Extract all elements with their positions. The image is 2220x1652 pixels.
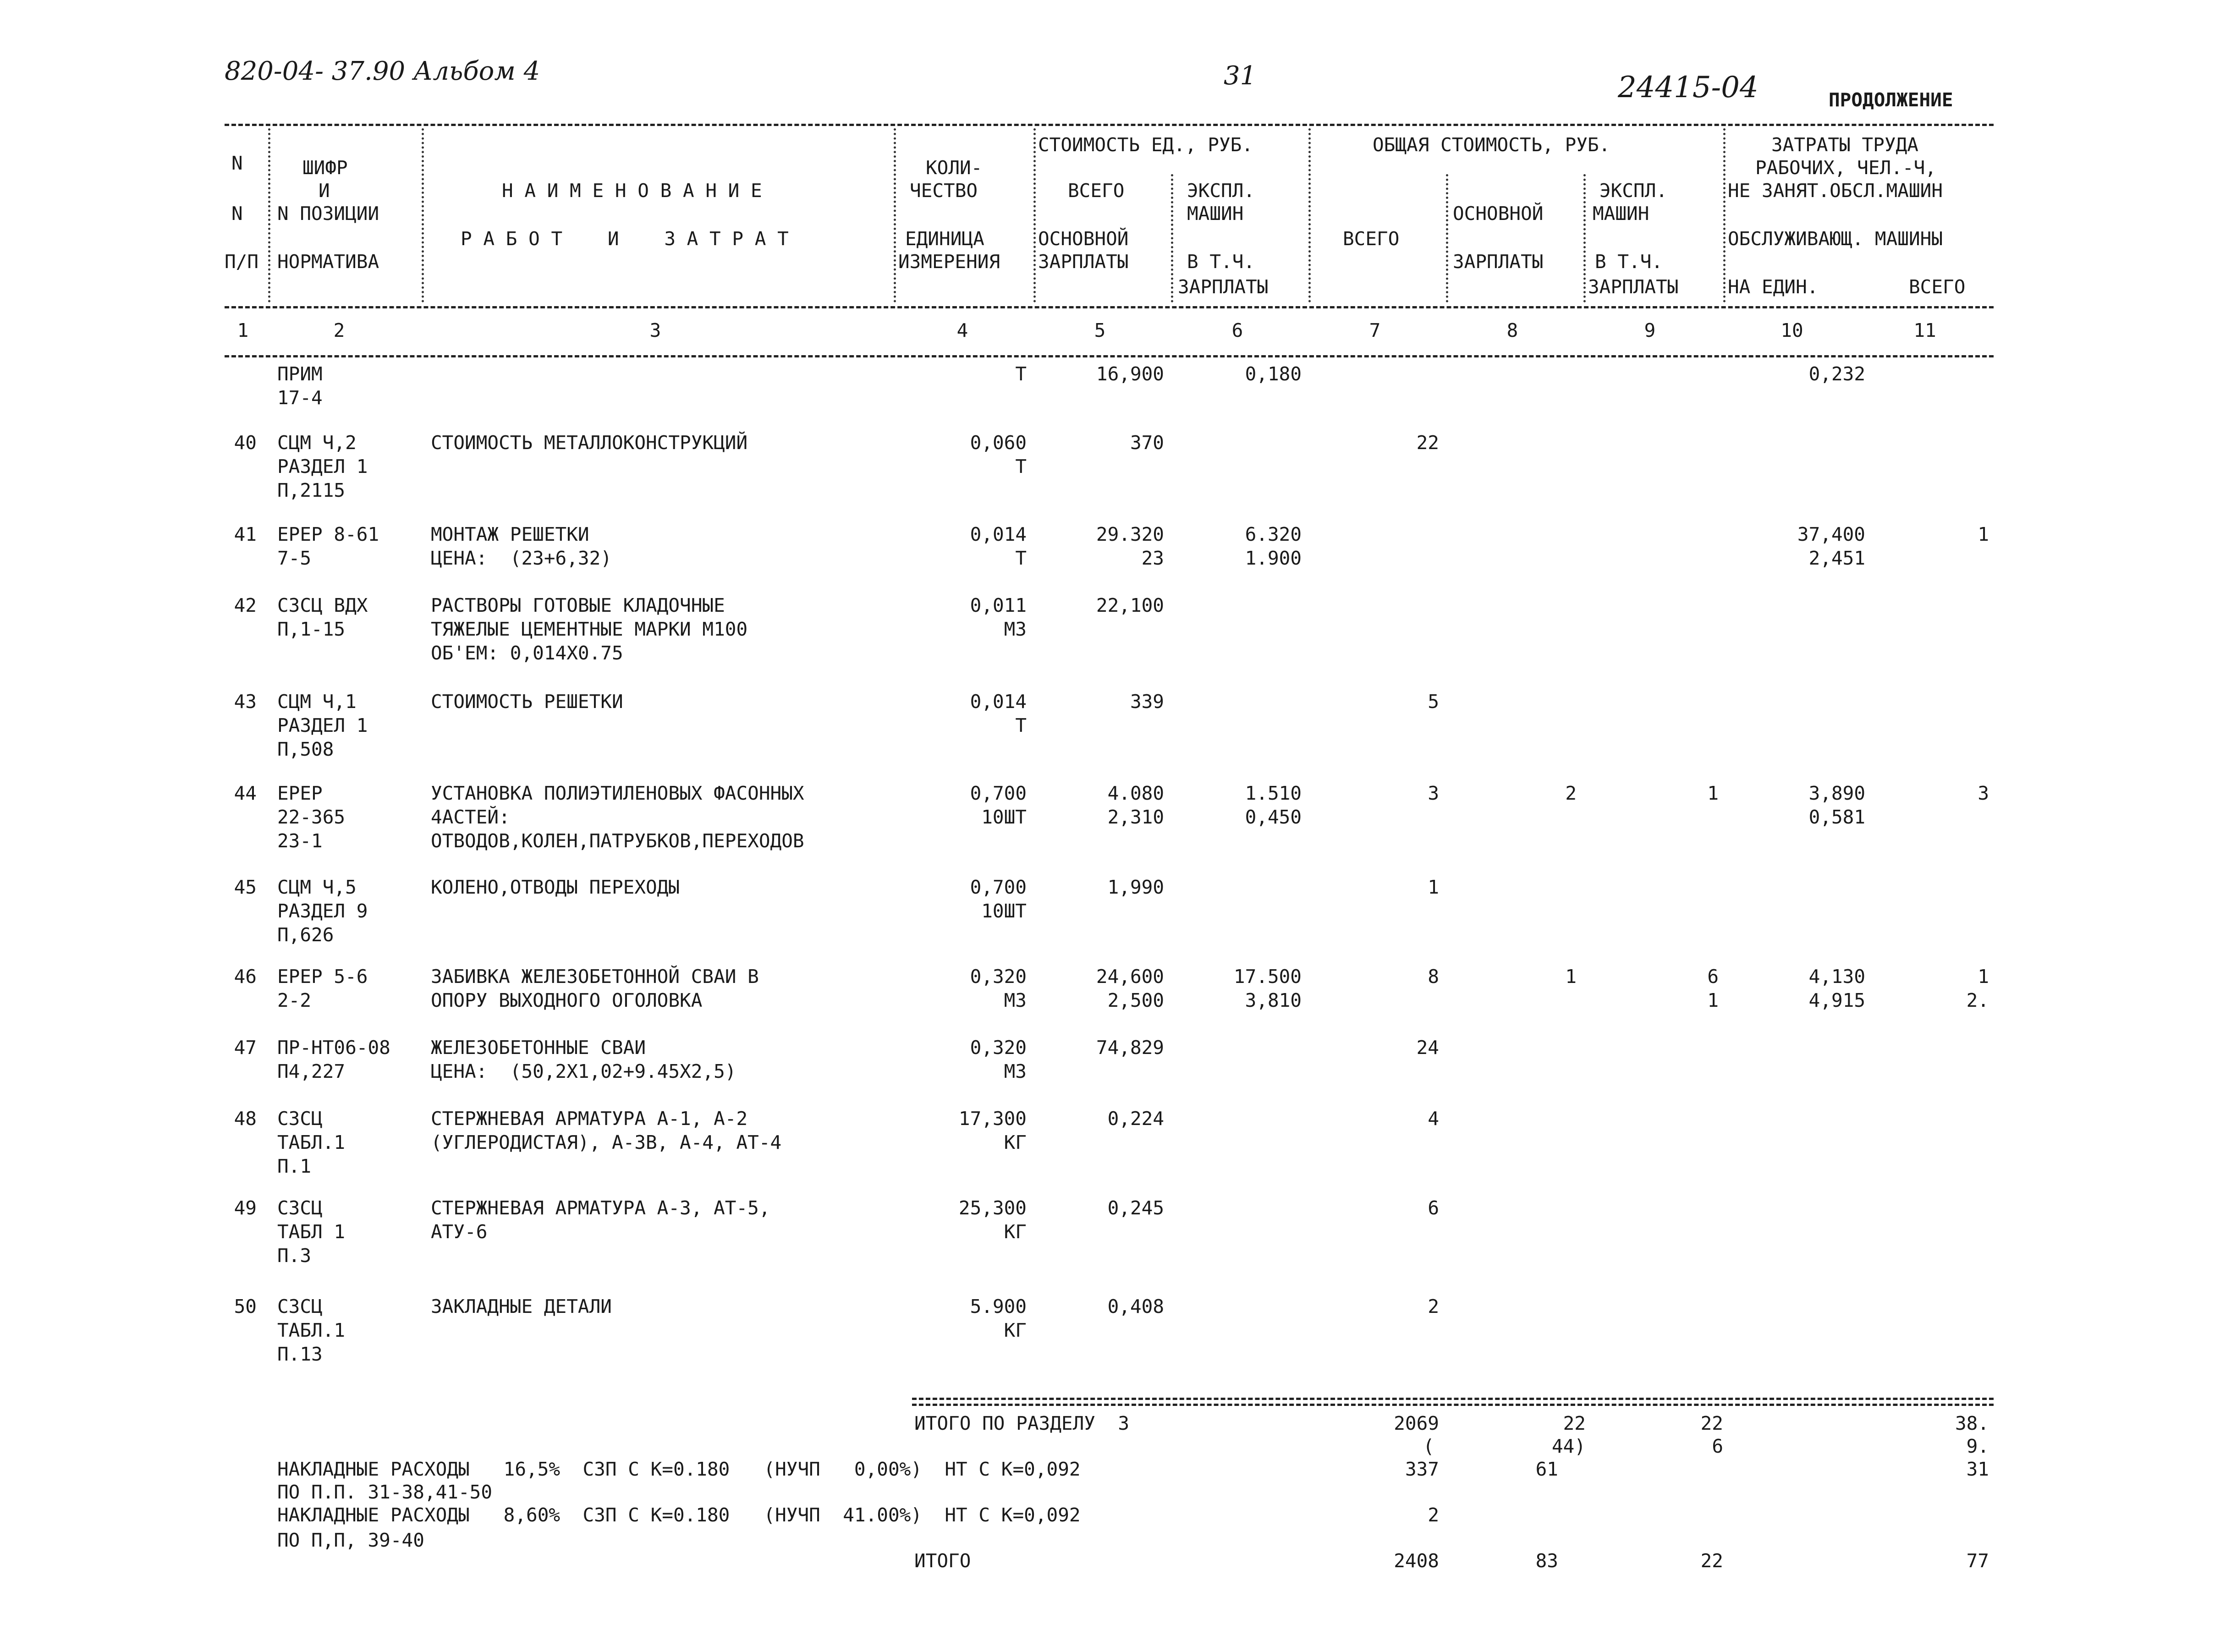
col-number: 5 <box>1094 319 1106 341</box>
norm-code: С3СЦ ВДХ <box>277 594 368 616</box>
summary-rule <box>912 1398 1994 1400</box>
continuation-label: ПРОДОЛЖЕНИЕ <box>1829 89 1953 111</box>
total-cost: 6 <box>1428 1197 1439 1219</box>
norm-code: ТАБЛ 1 <box>277 1221 346 1243</box>
work-name: ТЯЖЕЛЫЕ ЦЕМЕНТНЫЕ МАРКИ М100 <box>431 618 748 640</box>
overhead1-base: 61 <box>1535 1458 1558 1480</box>
col-separator <box>894 128 896 302</box>
work-name: РАСТВОРЫ ГОТОВЫЕ КЛАДОЧНЫЕ <box>431 594 725 616</box>
col6-header: ЭКСПЛ. <box>1187 180 1255 202</box>
header-bottom-rule <box>225 355 1994 357</box>
quantity: М3 <box>1004 989 1027 1011</box>
work-name: МОНТАЖ РЕШЕТКИ <box>431 523 589 545</box>
col8-header: ЗАРПЛАТЫ <box>1453 251 1544 273</box>
norm-code: ЕРЕР <box>277 782 323 804</box>
labor-group-header: ОБСЛУЖИВАЮЩ. МАШИНЫ <box>1728 228 1943 250</box>
col-separator <box>1446 174 1448 302</box>
work-name: КОЛЕНО,ОТВОДЫ ПЕРЕХОДЫ <box>431 876 680 898</box>
unit-cost: 1,990 <box>1107 876 1164 898</box>
quantity: 5.900 <box>970 1295 1027 1317</box>
norm-code: П.3 <box>277 1245 312 1267</box>
unit-cost: 74,829 <box>1096 1037 1164 1059</box>
grand-total-labor: 77 <box>1966 1550 1989 1572</box>
header-top-rule <box>225 124 1994 126</box>
work-name: ЦЕНА: (23+6,32) <box>431 547 612 569</box>
unit-cost: 2,500 <box>1107 989 1164 1011</box>
labor-per-unit: 0,581 <box>1808 806 1865 828</box>
quantity: М3 <box>1004 1060 1027 1082</box>
unit-cost: 29.320 <box>1096 523 1164 545</box>
norm-code: С3СЦ <box>277 1197 323 1219</box>
norm-code: 17-4 <box>277 387 323 409</box>
labor-group-header: НЕ ЗАНЯТ.ОБСЛ.МАШИН <box>1728 180 1943 202</box>
quantity: Т <box>1015 456 1027 477</box>
machine-cost: 0,180 <box>1245 363 1302 385</box>
work-name: ЗАБИВКА ЖЕЛЕЗОБЕТОННОЙ СВАИ В <box>431 966 759 988</box>
page-number: 31 <box>1224 61 1257 91</box>
norm-code: РАЗДЕЛ 1 <box>277 714 368 736</box>
col-separator <box>1033 128 1036 302</box>
norm-code: 2-2 <box>277 989 312 1011</box>
col3-header: Р А Б О Т И З А Т Р А Т <box>461 228 789 250</box>
album-code: 820-04- 37.90 Альбом 4 <box>225 56 540 86</box>
row-number: 41 <box>234 523 257 545</box>
norm-code: С3СЦ <box>277 1108 323 1130</box>
col-number: 10 <box>1780 319 1803 341</box>
norm-code: П,508 <box>277 738 334 760</box>
col6-header: В Т.Ч. <box>1187 251 1255 273</box>
summary-rule <box>912 1404 1994 1406</box>
machine-cost: 1.510 <box>1245 782 1302 804</box>
work-name: ОБ'ЕМ: 0,014Х0.75 <box>431 642 623 664</box>
work-name: ОТВОДОВ,КОЛЕН,ПАТРУБКОВ,ПЕРЕХОДОВ <box>431 830 804 852</box>
norm-code: РАЗДЕЛ 1 <box>277 456 368 477</box>
quantity: М3 <box>1004 618 1027 640</box>
quantity: 17,300 <box>958 1108 1027 1130</box>
grand-total-base: 83 <box>1535 1550 1558 1572</box>
unit-cost: 0,408 <box>1107 1295 1164 1317</box>
section-base-second: 44) <box>1551 1435 1586 1457</box>
overhead1-ref: ПО П.П. 31-38,41-50 <box>277 1481 492 1503</box>
norm-code: П.1 <box>277 1155 312 1177</box>
total-cost: 3 <box>1428 782 1439 804</box>
total-cost: 8 <box>1428 966 1439 988</box>
overhead2-ref: ПО П,П, 39-40 <box>277 1529 424 1551</box>
quantity: 10ШТ <box>981 900 1027 922</box>
col-separator <box>1723 128 1725 302</box>
total-cost-group-header: ОБЩАЯ СТОИМОСТЬ, РУБ. <box>1373 134 1610 156</box>
norm-code: П,626 <box>277 924 334 946</box>
grand-total-label: ИТОГО <box>914 1550 971 1572</box>
work-name: ЗАКЛАДНЫЕ ДЕТАЛИ <box>431 1295 612 1317</box>
col-number: 8 <box>1506 319 1518 341</box>
machine-cost: 17.500 <box>1233 966 1302 988</box>
quantity: 25,300 <box>958 1197 1027 1219</box>
row-number: 47 <box>234 1037 257 1059</box>
grand-total-value: 2408 <box>1394 1550 1439 1572</box>
work-name: 4АСТЕЙ: <box>431 806 510 828</box>
unit-cost: 22,100 <box>1096 594 1164 616</box>
norm-code: РАЗДЕЛ 9 <box>277 900 368 922</box>
unit-cost: 0,245 <box>1107 1197 1164 1219</box>
base-wage: 2 <box>1565 782 1577 804</box>
work-name: УСТАНОВКА ПОЛИЭТИЛЕНОВЫХ ФАСОННЫХ <box>431 782 804 804</box>
col6-header: ЗАРПЛАТЫ <box>1178 276 1269 298</box>
col9-header: МАШИН <box>1593 203 1649 225</box>
grand-total-machine: 22 <box>1700 1550 1723 1572</box>
col-separator <box>422 128 424 302</box>
section-total-value: 2069 <box>1394 1412 1439 1434</box>
work-name: (УГЛЕРОДИСТАЯ), А-3В, А-4, АТ-4 <box>431 1131 782 1153</box>
norm-code: СЦМ Ч,2 <box>277 432 357 454</box>
quantity: КГ <box>1004 1131 1027 1153</box>
col3-header: Н А И М Е Н О В А Н И Е <box>502 180 762 202</box>
quantity: КГ <box>1004 1221 1027 1243</box>
col2-header: ШИФР <box>302 157 348 179</box>
work-name: СТЕРЖНЕВАЯ АРМАТУРА А-1, А-2 <box>431 1108 748 1130</box>
col-number: 2 <box>333 319 345 341</box>
work-name: АТУ-6 <box>431 1221 488 1243</box>
col-number: 7 <box>1369 319 1381 341</box>
labor-total: 3 <box>1978 782 1989 804</box>
norm-code: П4,227 <box>277 1060 346 1082</box>
col5-header: ОСНОВНОЙ <box>1038 228 1129 250</box>
labor-per-unit: 3,890 <box>1808 782 1865 804</box>
norm-code: 22-365 <box>277 806 346 828</box>
col8-header: ОСНОВНОЙ <box>1453 203 1544 225</box>
labor-per-unit: 2,451 <box>1808 547 1865 569</box>
col-number: 9 <box>1644 319 1656 341</box>
col-number: 1 <box>237 319 249 341</box>
norm-code: П,1-15 <box>277 618 346 640</box>
norm-code: ЕРЕР 8-61 <box>277 523 379 545</box>
row-number: 44 <box>234 782 257 804</box>
total-cost: 24 <box>1416 1037 1439 1059</box>
quantity: Т <box>1015 363 1027 385</box>
norm-code: П,2115 <box>277 479 346 501</box>
unit-cost: 2,310 <box>1107 806 1164 828</box>
quantity: Т <box>1015 714 1027 736</box>
work-name: СТЕРЖНЕВАЯ АРМАТУРА А-3, АТ-5, <box>431 1197 770 1219</box>
work-name: ОПОРУ ВЫХОДНОГО ОГОЛОВКА <box>431 989 703 1011</box>
quantity: 10ШТ <box>981 806 1027 828</box>
machine-cost: 3,810 <box>1245 989 1302 1011</box>
machine-cost: 0,450 <box>1245 806 1302 828</box>
overhead1-labor: 31 <box>1966 1458 1989 1480</box>
work-name: СТОИМОСТЬ РЕШЕТКИ <box>431 691 623 713</box>
col5-header: ЗАРПЛАТЫ <box>1038 251 1129 273</box>
unit-cost: 4.080 <box>1107 782 1164 804</box>
row-number: 40 <box>234 432 257 454</box>
col2-header: И <box>319 180 330 202</box>
col-number: 4 <box>956 319 968 341</box>
quantity: 0,014 <box>970 523 1027 545</box>
quantity: Т <box>1015 547 1027 569</box>
col9-header: ЭКСПЛ. <box>1599 180 1668 202</box>
section-labor-second: 9. <box>1966 1435 1989 1457</box>
labor-per-unit: 0,232 <box>1808 363 1865 385</box>
norm-code: 23-1 <box>277 830 323 852</box>
work-name: ЦЕНА: (50,2Х1,02+9.45Х2,5) <box>431 1060 736 1082</box>
col4-header: ЧЕСТВО <box>910 180 978 202</box>
norm-code: ПР-НТ06-08 <box>277 1037 390 1059</box>
section-machine-cost: 22 <box>1700 1412 1723 1434</box>
row-number: 48 <box>234 1108 257 1130</box>
labor-group-header: ЗАТРАТЫ ТРУДА <box>1771 134 1918 156</box>
col2-header: N ПОЗИЦИИ <box>277 203 379 225</box>
col9-header: ЗАРПЛАТЫ <box>1588 276 1679 298</box>
col4-header: ЕДИНИЦА <box>905 228 984 250</box>
machine-total: 6 <box>1707 966 1719 988</box>
row-number: 45 <box>234 876 257 898</box>
unit-cost: 370 <box>1130 432 1164 454</box>
machine-cost: 1.900 <box>1245 547 1302 569</box>
col-number: 6 <box>1231 319 1243 341</box>
section-machine-second: 6 <box>1712 1435 1723 1457</box>
labor-per-unit: 4,915 <box>1808 989 1865 1011</box>
col1-header: N <box>231 203 243 225</box>
total-cost: 2 <box>1428 1295 1439 1317</box>
norm-code: 7-5 <box>277 547 312 569</box>
labor-group-header: РАБОЧИХ, ЧЕЛ.-Ч, <box>1755 157 1936 179</box>
section-total-bracket: ( <box>1423 1435 1434 1457</box>
work-name: СТОИМОСТЬ МЕТАЛЛОКОНСТРУКЦИЙ <box>431 432 748 454</box>
total-cost: 5 <box>1428 691 1439 713</box>
machine-total: 1 <box>1707 782 1719 804</box>
norm-code: ЕРЕР 5-6 <box>277 966 368 988</box>
labor-total: 1 <box>1978 523 1989 545</box>
quantity: 0,060 <box>970 432 1027 454</box>
norm-code: П.13 <box>277 1343 323 1365</box>
unit-cost: 24,600 <box>1096 966 1164 988</box>
project-code: 24415-04 <box>1618 71 1758 104</box>
section-base-wage: 22 <box>1563 1412 1586 1434</box>
row-number: 42 <box>234 594 257 616</box>
unit-cost: 16,900 <box>1096 363 1164 385</box>
total-cost: 4 <box>1428 1108 1439 1130</box>
col9-header: В Т.Ч. <box>1595 251 1663 273</box>
col5-header: ВСЕГО <box>1068 180 1125 202</box>
row-number: 49 <box>234 1197 257 1219</box>
labor-total: 1 <box>1978 966 1989 988</box>
total-cost: 1 <box>1428 876 1439 898</box>
overhead2-total: 2 <box>1428 1504 1439 1526</box>
row-number: 43 <box>234 691 257 713</box>
section-total-label: ИТОГО ПО РАЗДЕЛУ 3 <box>914 1412 1129 1434</box>
norm-code: ТАБЛ.1 <box>277 1131 346 1153</box>
header-mid-rule <box>225 306 1994 308</box>
col2-header: НОРМАТИВА <box>277 251 379 273</box>
total-cost: 22 <box>1416 432 1439 454</box>
norm-code: СЦМ Ч,5 <box>277 876 357 898</box>
unit-cost-group-header: СТОИМОСТЬ ЕД., РУБ. <box>1038 134 1253 156</box>
overhead2-text: НАКЛАДНЫЕ РАСХОДЫ 8,60% С3П С К=0.180 (НУЧП 41.00%) НТ С К=0,092 <box>277 1504 1081 1526</box>
row-number: 50 <box>234 1295 257 1317</box>
col10-header: НА ЕДИН. <box>1728 276 1819 298</box>
col4-header: КОЛИ- <box>926 157 983 179</box>
labor-per-unit: 4,130 <box>1808 966 1865 988</box>
base-wage: 1 <box>1565 966 1577 988</box>
col-separator <box>1308 128 1311 302</box>
quantity: 0,011 <box>970 594 1027 616</box>
col-separator <box>1583 174 1586 302</box>
machine-cost: 6.320 <box>1245 523 1302 545</box>
section-labor-total: 38. <box>1955 1412 1989 1434</box>
row-number: 46 <box>234 966 257 988</box>
col-number: 3 <box>649 319 661 341</box>
unit-cost: 339 <box>1130 691 1164 713</box>
quantity: 0,014 <box>970 691 1027 713</box>
col11-header: ВСЕГО <box>1909 276 1966 298</box>
norm-code: ПРИМ <box>277 363 323 385</box>
norm-code: СЦМ Ч,1 <box>277 691 357 713</box>
work-name: ЖЕЛЕЗОБЕТОННЫЕ СВАИ <box>431 1037 646 1059</box>
quantity: 0,320 <box>970 966 1027 988</box>
quantity: 0,700 <box>970 876 1027 898</box>
norm-code: ТАБЛ.1 <box>277 1319 346 1341</box>
norm-code: С3СЦ <box>277 1295 323 1317</box>
labor-per-unit: 37,400 <box>1797 523 1865 545</box>
quantity: КГ <box>1004 1319 1027 1341</box>
unit-cost: 23 <box>1141 547 1164 569</box>
col4-header: ИЗМЕРЕНИЯ <box>898 251 1000 273</box>
machine-total: 1 <box>1707 989 1719 1011</box>
col-number: 11 <box>1913 319 1936 341</box>
unit-cost: 0,224 <box>1107 1108 1164 1130</box>
col6-header: МАШИН <box>1187 203 1244 225</box>
quantity: 0,700 <box>970 782 1027 804</box>
col-separator <box>1171 174 1173 302</box>
col-separator <box>268 128 270 302</box>
col7-header: ВСЕГО <box>1343 228 1400 250</box>
col1-header: П/П <box>225 251 259 273</box>
overhead1-text: НАКЛАДНЫЕ РАСХОДЫ 16,5% С3П С К=0.180 (НУЧП 0,00%) НТ С К=0,092 <box>277 1458 1081 1480</box>
labor-total: 2. <box>1966 989 1989 1011</box>
overhead1-total: 337 <box>1405 1458 1439 1480</box>
quantity: 0,320 <box>970 1037 1027 1059</box>
col1-header: N <box>231 152 243 174</box>
